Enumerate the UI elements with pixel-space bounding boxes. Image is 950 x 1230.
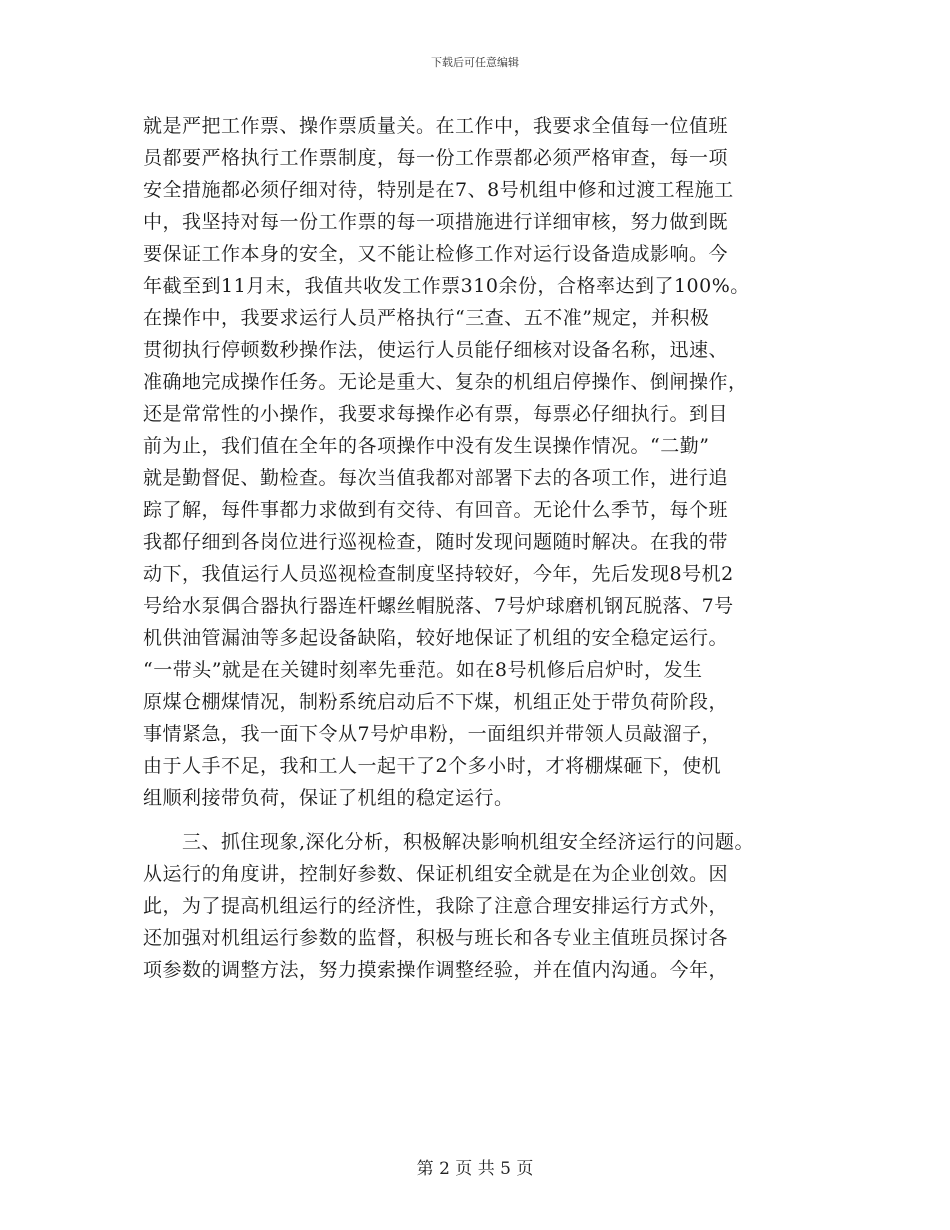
body-line: 年截至到11月末，我值共收发工作票310余份，合格率达到了100%。 (143, 275, 750, 297)
page-number-footer: 第 2 页 共 5 页 (416, 1159, 534, 1179)
body-line: 此，为了提高机组运行的经济性，我除了注意合理安排运行方式外， (143, 895, 729, 917)
body-line: 安全措施都必须仔细对待，特别是在7、8号机组中修和过渡工程施工 (143, 179, 734, 201)
body-line: 就是勤督促、勤检查。每次当值我都对部署下去的各项工作，进行追 (143, 467, 729, 489)
body-line: 事情紧急，我一面下令从7号炉串粉，一面组织并带领人员敲溜子， (143, 723, 722, 745)
body-line: 前为止，我们值在全年的各项操作中没有发生误操作情况。“二勤” (143, 435, 710, 457)
body-line: 在操作中，我要求运行人员严格执行“三查、五不准”规定，并积极 (143, 307, 710, 329)
body-line: 号给水泵偶合器执行器连杆螺丝帽脱落、7号炉球磨机钢瓦脱落、7号 (143, 595, 734, 617)
body-line: 项参数的调整方法，努力摸索操作调整经验，并在值内沟通。今年， (143, 959, 729, 981)
page-header: 下载后可任意编辑 (431, 56, 519, 69)
body-line: 原煤仓棚煤情况，制粉系统启动后不下煤，机组正处于带负荷阶段， (143, 691, 729, 713)
body-line: 中，我坚持对每一份工作票的每一项措施进行详细审核，努力做到既 (143, 211, 729, 233)
body-line: 还是常常性的小操作，我要求每操作必有票，每票必仔细执行。到目 (143, 403, 729, 425)
body-line: 员都要严格执行工作票制度，每一份工作票都必须严格审查，每一项 (143, 147, 729, 169)
body-line: 就是严把工作票、操作票质量关。在工作中，我要求全值每一位值班 (143, 115, 729, 137)
body-line: 踪了解，每件事都力求做到有交待、有回音。无论什么季节，每个班 (143, 499, 729, 521)
body-line: 从运行的角度讲，控制好参数、保证机组安全就是在为企业创效。因 (143, 863, 729, 885)
body-line: 还加强对机组运行参数的监督，积极与班长和各专业主值班员探讨各 (143, 927, 729, 949)
body-line: 要保证工作本身的安全，又不能让检修工作对运行设备造成影响。今 (143, 243, 729, 265)
body-line: 动下，我值运行人员巡视检查制度坚持较好，今年，先后发现8号机2 (143, 563, 734, 585)
document-body (143, 110, 823, 986)
body-line: 机供油管漏油等多起设备缺陷，较好地保证了机组的安全稳定运行。 (143, 627, 729, 649)
section-heading-line: 三、抓住现象,深化分析，积极解决影响机组安全经济运行的问题。 (143, 831, 755, 853)
body-line: 我都仔细到各岗位进行巡视检查，随时发现问题随时解决。在我的带 (143, 531, 729, 553)
body-line: 贯彻执行停顿数秒操作法，使运行人员能仔细核对设备名称，迅速、 (143, 339, 729, 361)
body-line: 由于人手不足，我和工人一起干了2个多小时，才将棚煤砸下，使机 (143, 755, 722, 777)
body-line: “一带头”就是在关键时刻率先垂范。如在8号机修后启炉时，发生 (143, 659, 703, 681)
body-line: 准确地完成操作任务。无论是重大、复杂的机组启停操作、倒闸操作， (143, 371, 748, 393)
body-line: 组顺利接带负荷，保证了机组的稳定运行。 (143, 787, 514, 809)
